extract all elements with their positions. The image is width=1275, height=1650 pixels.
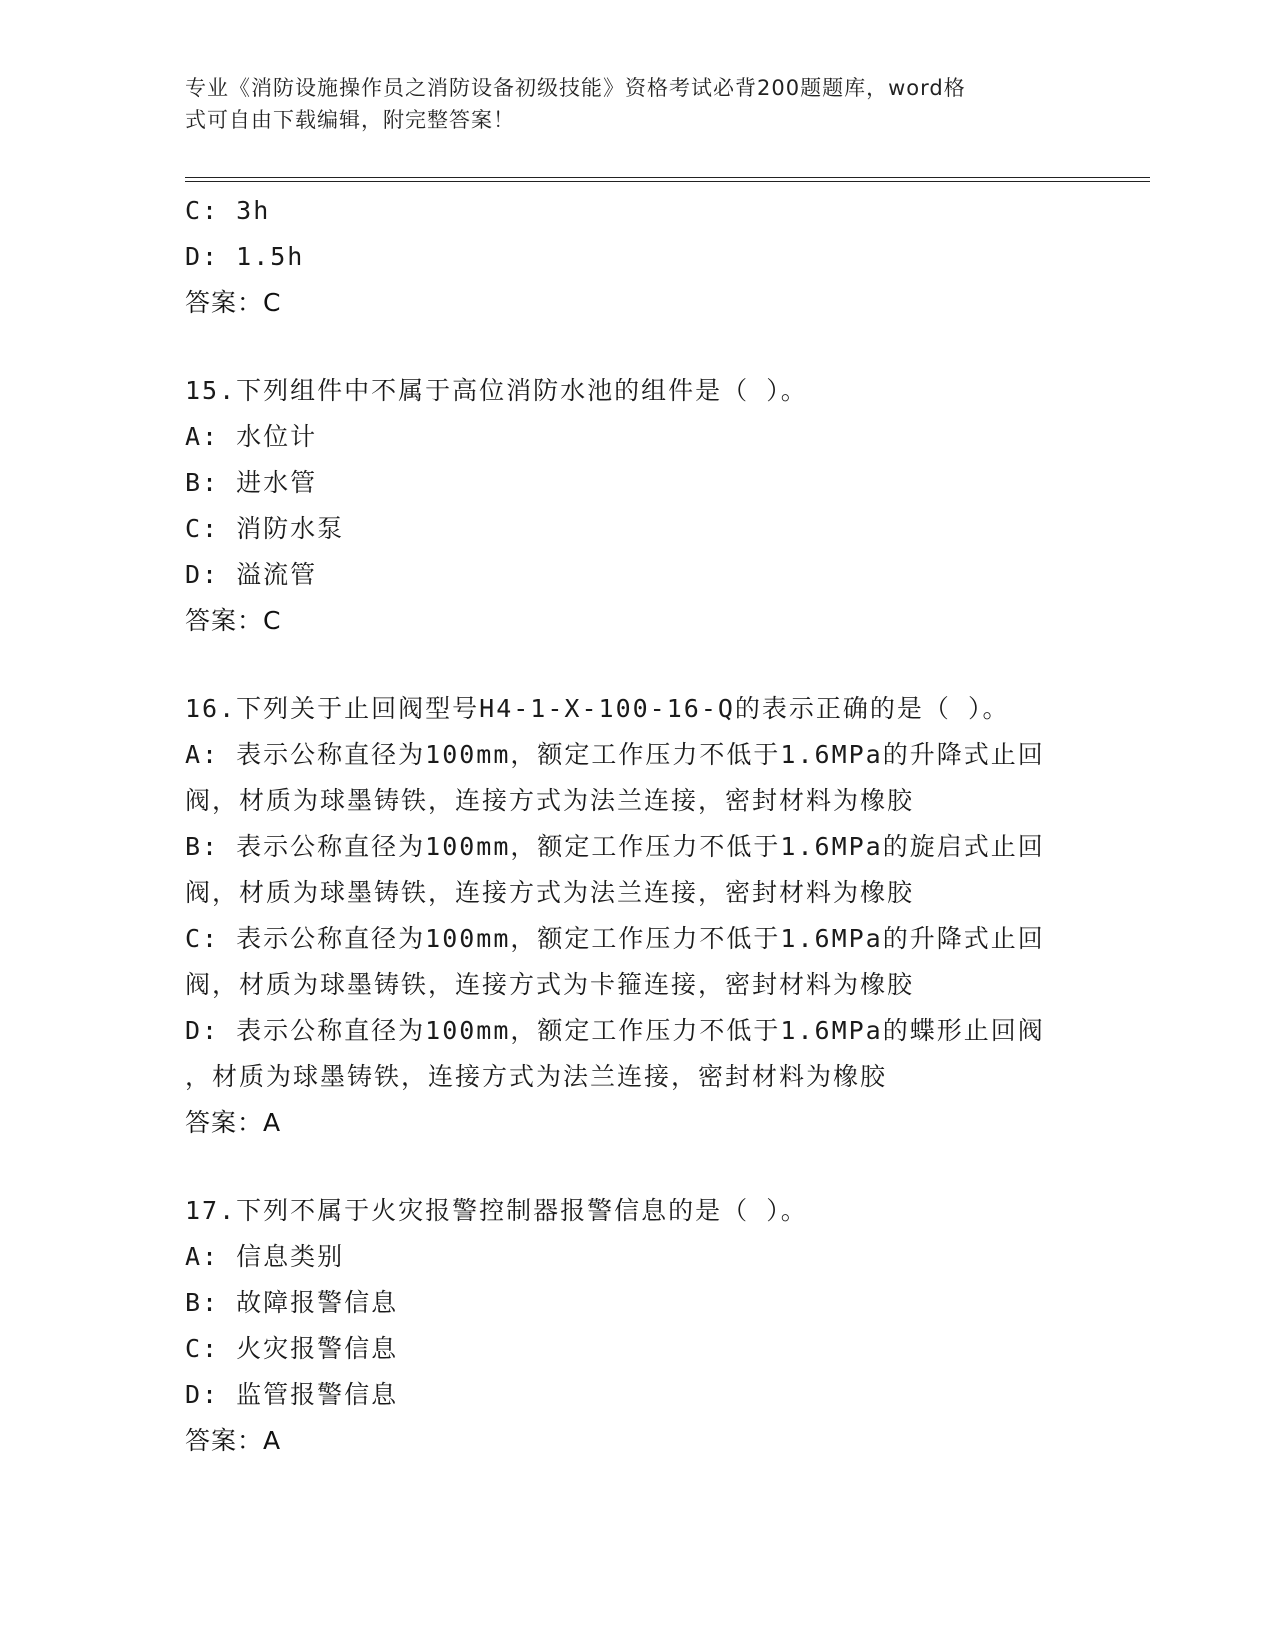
- option-a-line-1: A: 表示公称直径为100mm，额定工作压力不低于1.6MPa的升降式止回: [185, 740, 1045, 769]
- question-stem: 17.下列不属于火灾报警控制器报警信息的是（ ）。: [185, 1196, 808, 1225]
- option-d-line-1: D: 表示公称直径为100mm，额定工作压力不低于1.6MPa的蝶形止回阀: [185, 1016, 1045, 1045]
- question-stem: 15.下列组件中不属于高位消防水池的组件是（ ）。: [185, 376, 808, 405]
- spacer: [185, 644, 1085, 686]
- option-b: B: 进水管: [185, 468, 318, 497]
- answer-line: 答案：A: [185, 1108, 282, 1137]
- option-a: A: 水位计: [185, 422, 318, 451]
- option-b: B: 故障报警信息: [185, 1288, 399, 1317]
- option-d: D: 1.5h: [185, 242, 305, 271]
- option-d: D: 溢流管: [185, 560, 318, 589]
- option-c-line-2: 阀，材质为球墨铸铁，连接方式为卡箍连接，密封材料为橡胶: [185, 970, 915, 999]
- prev-question-tail: [185, 188, 1085, 326]
- spacer: [185, 1146, 1085, 1188]
- question-stem: 16.下列关于止回阀型号H4-1-X-100-16-Q的表示正确的是（ ）。: [185, 694, 1010, 723]
- option-d-line-2: ，材质为球墨铸铁，连接方式为法兰连接，密封材料为橡胶: [185, 1062, 888, 1091]
- question-16: [185, 686, 1085, 1146]
- option-b-line-1: B: 表示公称直径为100mm，额定工作压力不低于1.6MPa的旋启式止回: [185, 832, 1045, 861]
- header-line-1: 专业《消防设施操作员之消防设备初级技能》资格考试必背200题题库，word格: [185, 76, 966, 100]
- header-line-2: 式可自由下载编辑，附完整答案！: [185, 108, 515, 132]
- option-b-line-2: 阀，材质为球墨铸铁，连接方式为法兰连接，密封材料为橡胶: [185, 878, 915, 907]
- spacer: [185, 326, 1085, 368]
- header-divider: [185, 177, 1150, 182]
- option-d: D: 监管报警信息: [185, 1380, 399, 1409]
- question-17: [185, 1188, 1085, 1464]
- question-content: [185, 188, 1085, 1464]
- option-a-line-2: 阀，材质为球墨铸铁，连接方式为法兰连接，密封材料为橡胶: [185, 786, 915, 815]
- document-header: [185, 72, 1065, 136]
- answer-line: 答案：A: [185, 1426, 282, 1455]
- option-c: C: 消防水泵: [185, 514, 345, 543]
- option-c: C: 3h: [185, 196, 271, 225]
- option-a: A: 信息类别: [185, 1242, 345, 1271]
- answer-line: 答案：C: [185, 606, 282, 635]
- option-c-line-1: C: 表示公称直径为100mm，额定工作压力不低于1.6MPa的升降式止回: [185, 924, 1045, 953]
- option-c: C: 火灾报警信息: [185, 1334, 399, 1363]
- answer-line: 答案：C: [185, 288, 282, 317]
- question-15: [185, 368, 1085, 644]
